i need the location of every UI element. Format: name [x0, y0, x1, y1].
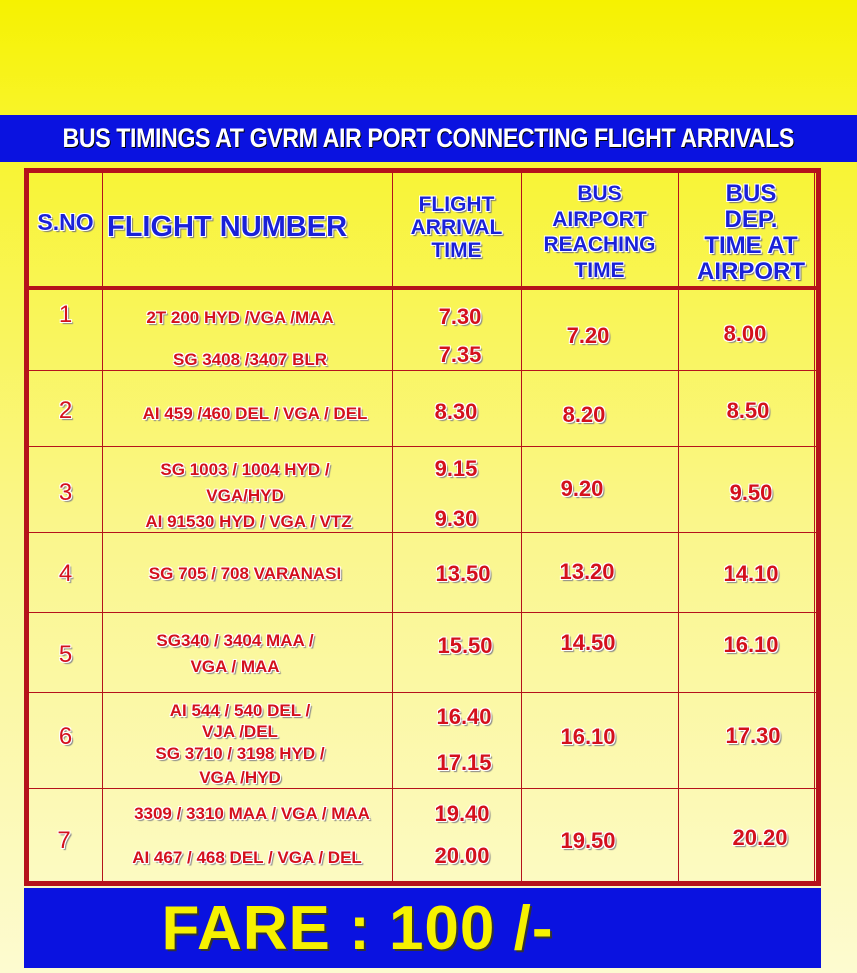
- bus-reaching-time: 14.50: [560, 630, 616, 655]
- row-sno: 5: [58, 641, 73, 668]
- flight-number: AI 459 /460 DEL / VGA / DEL: [142, 404, 368, 423]
- flight-number: AI 544 / 540 DEL /: [169, 701, 311, 720]
- bus-departure-time: 9.50: [729, 480, 773, 505]
- arrival-time: 19.40: [434, 801, 490, 826]
- arrival-time: 20.00: [434, 843, 490, 868]
- bus-reaching-time: 9.20: [560, 476, 604, 501]
- bus-reaching-time: 19.50: [560, 828, 616, 853]
- bus-reaching-time: 7.20: [566, 323, 610, 348]
- arrival-time: 8.30: [434, 399, 478, 424]
- flight-number: SG340 / 3404 MAA /: [156, 631, 314, 650]
- page-title: BUS TIMINGS AT GVRM AIR PORT CONNECTING FLIGHT ARRIVALS: [62, 123, 795, 153]
- flight-number: SG 1003 / 1004 HYD /: [160, 460, 330, 479]
- header-bus-departure-time: BUS DEP. TIME AT AIRPORT: [697, 180, 805, 285]
- arrival-time: 7.30: [438, 304, 482, 329]
- header-flight-number: FLIGHT NUMBER: [107, 211, 348, 244]
- arrival-time: 9.30: [434, 506, 478, 531]
- timetable: [24, 168, 821, 886]
- flight-number: SG 3408 /3407 BLR: [172, 350, 328, 369]
- flight-number: VJA /DEL: [202, 722, 278, 741]
- flight-number: SG 705 / 708 VARANASI: [148, 564, 342, 583]
- fare-banner: [24, 888, 821, 968]
- bus-departure-time: 14.10: [723, 561, 779, 586]
- arrival-time: 9.15: [434, 456, 478, 481]
- arrival-time: 17.15: [436, 750, 492, 775]
- bus-reaching-time: 16.10: [560, 724, 616, 749]
- bus-departure-time: 8.00: [723, 321, 767, 346]
- arrival-time: 16.40: [436, 704, 492, 729]
- flight-number: VGA / MAA: [190, 657, 280, 676]
- flight-number: 3309 / 3310 MAA / VGA / MAA: [134, 804, 370, 823]
- title-banner: [0, 115, 857, 162]
- flight-number: VGA /HYD: [199, 768, 281, 787]
- bus-reaching-time: 8.20: [562, 402, 606, 427]
- bus-departure-time: 16.10: [723, 632, 779, 657]
- flight-number: AI 91530 HYD / VGA / VTZ: [145, 512, 352, 531]
- header-flight-arrival-time: FLIGHT ARRIVAL TIME: [410, 193, 503, 263]
- header-bus-reaching-time: BUS AIRPORT REACHING TIME: [543, 182, 656, 282]
- bus-departure-time: 8.50: [726, 398, 770, 423]
- arrival-time: 13.50: [435, 561, 491, 586]
- flight-number: 2T 200 HYD /VGA /MAA: [146, 308, 334, 327]
- bus-departure-time: 17.30: [725, 723, 781, 748]
- row-sno: 7: [57, 827, 71, 854]
- row-sno: 3: [58, 479, 73, 506]
- bus-reaching-time: 13.20: [559, 559, 615, 584]
- row-sno: 6: [58, 723, 73, 750]
- arrival-time: 7.35: [438, 342, 482, 367]
- flight-number: VGA/HYD: [206, 486, 284, 505]
- row-sno: 4: [58, 560, 73, 587]
- flight-number: SG 3710 / 3198 HYD /: [155, 744, 325, 763]
- arrival-time: 15.50: [437, 633, 493, 658]
- row-sno: 1: [58, 301, 73, 328]
- fare-text: FARE : 100 /-: [161, 893, 554, 963]
- flight-number: AI 467 / 468 DEL / VGA / DEL: [132, 848, 362, 867]
- header-sno: S.NO: [37, 209, 94, 236]
- row-sno: 2: [58, 397, 73, 424]
- bus-departure-time: 20.20: [732, 825, 788, 850]
